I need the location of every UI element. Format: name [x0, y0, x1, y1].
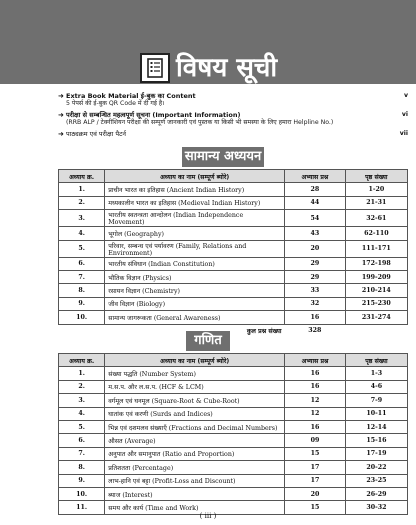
chapter-number: 6. — [59, 434, 105, 447]
chapter-name: भौतिक विज्ञान (Physics) — [105, 270, 285, 283]
col-header: पृष्ठ संख्या — [345, 354, 407, 367]
chapter-number: 7. — [59, 270, 105, 283]
intro-sub: (RRB ALP / टेक्नीशियन परीक्षा की सम्पूर्ण जानकारी एवं पुस्तक या किसी भी समस्या के लिए हमारा Helpline No.) — [66, 119, 334, 126]
intro-page: vi — [401, 111, 408, 118]
chapter-number: 4. — [59, 407, 105, 420]
arrow-icon: ➜ — [58, 92, 64, 100]
chapter-name: परिवार, सम्बन्ध एवं पर्यावरण (Family, Relations and Environment) — [105, 240, 285, 257]
intro-sub: 5 पेपर्स की ई-बुक QR Code में दी गई है। — [66, 100, 165, 107]
total-row — [59, 324, 408, 337]
table-row — [59, 297, 408, 310]
chapter-name: समय और कार्य (Time and Work) — [105, 501, 285, 514]
question-count: 15 — [285, 447, 346, 460]
page-range: 20-22 — [345, 461, 407, 474]
table-row — [59, 380, 408, 393]
page-range: 10-11 — [345, 407, 407, 420]
question-count: 16 — [285, 420, 346, 433]
table-row — [59, 270, 408, 283]
chapter-name: रसायन विज्ञान (Chemistry) — [105, 284, 285, 297]
general-studies-rows — [59, 183, 408, 337]
chapter-number: 7. — [59, 447, 105, 460]
total-label: कुल प्रश्न संख्या — [246, 328, 282, 336]
table-row — [59, 367, 408, 380]
page-title: विषय सूची — [176, 53, 278, 83]
question-count: 12 — [285, 407, 346, 420]
chapter-number: 9. — [59, 474, 105, 487]
chapter-name: प्राचीन भारत का इतिहास (Ancient Indian History) — [105, 183, 285, 196]
question-count: 12 — [285, 394, 346, 407]
page-range: 30-32 — [345, 501, 407, 514]
question-count: 54 — [285, 210, 346, 227]
question-count: 16 — [285, 367, 346, 380]
chapter-name: भारतीय संविधान (Indian Constitution) — [105, 257, 285, 270]
intro-main: Extra Book Material ई-बुक का Content — [66, 92, 196, 100]
col-header: पृष्ठ संख्या — [345, 170, 407, 183]
intro-page: v — [403, 92, 408, 99]
question-count: 17 — [285, 474, 346, 487]
total-count: 328 — [308, 327, 322, 335]
chapter-name: भूगोल (Geography) — [105, 227, 285, 240]
chapter-number: 2. — [59, 196, 105, 209]
chapter-number: 2. — [59, 380, 105, 393]
page-range: 1-20 — [345, 183, 407, 196]
question-count: 15 — [285, 501, 346, 514]
chapter-number: 8. — [59, 461, 105, 474]
arrow-icon: ➜ — [58, 111, 64, 119]
chapter-name: ब्याज (Interest) — [105, 487, 285, 500]
page-range: 7-9 — [345, 394, 407, 407]
question-count: 43 — [285, 227, 346, 240]
question-count: 29 — [285, 270, 346, 283]
header-banner — [0, 0, 416, 84]
table-row — [59, 447, 408, 460]
table-row — [59, 407, 408, 420]
chapter-name: घातांक एवं करणी (Surds and Indices) — [105, 407, 285, 420]
chapter-name: भारतीय स्वतन्त्रता आन्दोलन (Indian Independence Movement) — [105, 210, 285, 227]
page-range: 231-274 — [345, 311, 407, 324]
page-number: ( iii ) — [199, 512, 217, 520]
question-count: 16 — [285, 311, 346, 324]
chapter-number: 1. — [59, 367, 105, 380]
chapter-name: संख्या पद्धति (Number System) — [105, 367, 285, 380]
arrow-icon: ➜ — [58, 130, 64, 138]
page-range: 62-110 — [345, 227, 407, 240]
question-count: 16 — [285, 380, 346, 393]
intro-main: पाठ्यक्रम एवं परीक्षा पैटर्न — [66, 130, 126, 138]
chapter-name: वर्गमूल एवं घनमूल (Square-Root & Cube-Root) — [105, 394, 285, 407]
page-range: 210-214 — [345, 284, 407, 297]
table-row — [59, 257, 408, 270]
chapter-number: 8. — [59, 284, 105, 297]
page-range: 17-19 — [345, 447, 407, 460]
page-range: 199-209 — [345, 270, 407, 283]
book-list-icon — [140, 53, 170, 83]
question-count: 44 — [285, 196, 346, 209]
table-row — [59, 394, 408, 407]
maths-rows — [59, 367, 408, 514]
table-header-row — [59, 170, 408, 183]
table-row — [59, 311, 408, 324]
chapter-number: 6. — [59, 257, 105, 270]
chapter-name: भिन्न एवं दशमलव संख्याएँ (Fractions and Decimal Numbers) — [105, 420, 285, 433]
col-header: अभ्यास प्रश्न — [285, 354, 346, 367]
general-studies-table — [58, 169, 408, 337]
table-row — [59, 461, 408, 474]
chapter-number: 3. — [59, 210, 105, 227]
chapter-number: 11. — [59, 501, 105, 514]
page-range: 1-3 — [345, 367, 407, 380]
page-range: 32-61 — [345, 210, 407, 227]
col-header: अभ्यास प्रश्न — [285, 170, 346, 183]
chapter-name: औसत (Average) — [105, 434, 285, 447]
maths-table — [58, 353, 408, 515]
chapter-number: 5. — [59, 240, 105, 257]
question-count: 28 — [285, 183, 346, 196]
table-row — [59, 474, 408, 487]
intro-entry — [58, 130, 408, 138]
chapter-name: अनुपात और समानुपात (Ratio and Proportion) — [105, 447, 285, 460]
col-header: अध्याय का नाम (सम्पूर्ण ब्योरे) — [105, 170, 285, 183]
chapter-number: 10. — [59, 311, 105, 324]
table-row — [59, 284, 408, 297]
chapter-name: लाभ-हानि एवं बट्टा (Profit-Loss and Discount) — [105, 474, 285, 487]
total-empty — [345, 324, 407, 337]
col-header: अध्याय का नाम (सम्पूर्ण ब्योरे) — [105, 354, 285, 367]
page-range: 21-31 — [345, 196, 407, 209]
chapter-name: जीव विज्ञान (Biology) — [105, 297, 285, 310]
chapter-name: प्रतिशतता (Percentage) — [105, 461, 285, 474]
table-row — [59, 420, 408, 433]
question-count: 33 — [285, 284, 346, 297]
table-row — [59, 227, 408, 240]
page-range: 15-16 — [345, 434, 407, 447]
question-count: 20 — [285, 240, 346, 257]
question-count: 09 — [285, 434, 346, 447]
chapter-number: 5. — [59, 420, 105, 433]
chapter-name: मध्यकालीन भारत का इतिहास (Medieval Indian History) — [105, 196, 285, 209]
page-range: 12-14 — [345, 420, 407, 433]
page-range: 26-29 — [345, 487, 407, 500]
table-row — [59, 183, 408, 196]
table-row — [59, 196, 408, 209]
chapter-number: 1. — [59, 183, 105, 196]
section-title-general-studies: सामान्य अध्ययन — [182, 147, 264, 167]
question-count: 29 — [285, 257, 346, 270]
intro-page: vii — [399, 130, 408, 137]
chapter-number: 9. — [59, 297, 105, 310]
chapter-number: 4. — [59, 227, 105, 240]
page-range: 215-230 — [345, 297, 407, 310]
question-count: 32 — [285, 297, 346, 310]
intro-list — [58, 92, 408, 141]
section-title-maths: गणित — [186, 331, 230, 351]
chapter-name: सामान्य जागरूकता (General Awareness) — [105, 311, 285, 324]
col-header: अध्याय क्र. — [59, 170, 105, 183]
intro-main: परीक्षा से सम्बन्धित महत्वपूर्ण सूचना (Important Information) — [66, 111, 241, 119]
intro-entry — [58, 111, 408, 127]
intro-entry — [58, 92, 408, 108]
table-header-row — [59, 354, 408, 367]
table-row — [59, 240, 408, 257]
table-row — [59, 434, 408, 447]
chapter-number: 10. — [59, 487, 105, 500]
col-header: अध्याय क्र. — [59, 354, 105, 367]
question-count: 17 — [285, 461, 346, 474]
question-count: 20 — [285, 487, 346, 500]
page-range: 23-25 — [345, 474, 407, 487]
page-range: 4-6 — [345, 380, 407, 393]
table-row — [59, 210, 408, 227]
page-range: 111-171 — [345, 240, 407, 257]
page-range: 172-198 — [345, 257, 407, 270]
chapter-name: म.स.प. और ल.स.प. (HCF & LCM) — [105, 380, 285, 393]
table-row — [59, 487, 408, 500]
chapter-number: 3. — [59, 394, 105, 407]
